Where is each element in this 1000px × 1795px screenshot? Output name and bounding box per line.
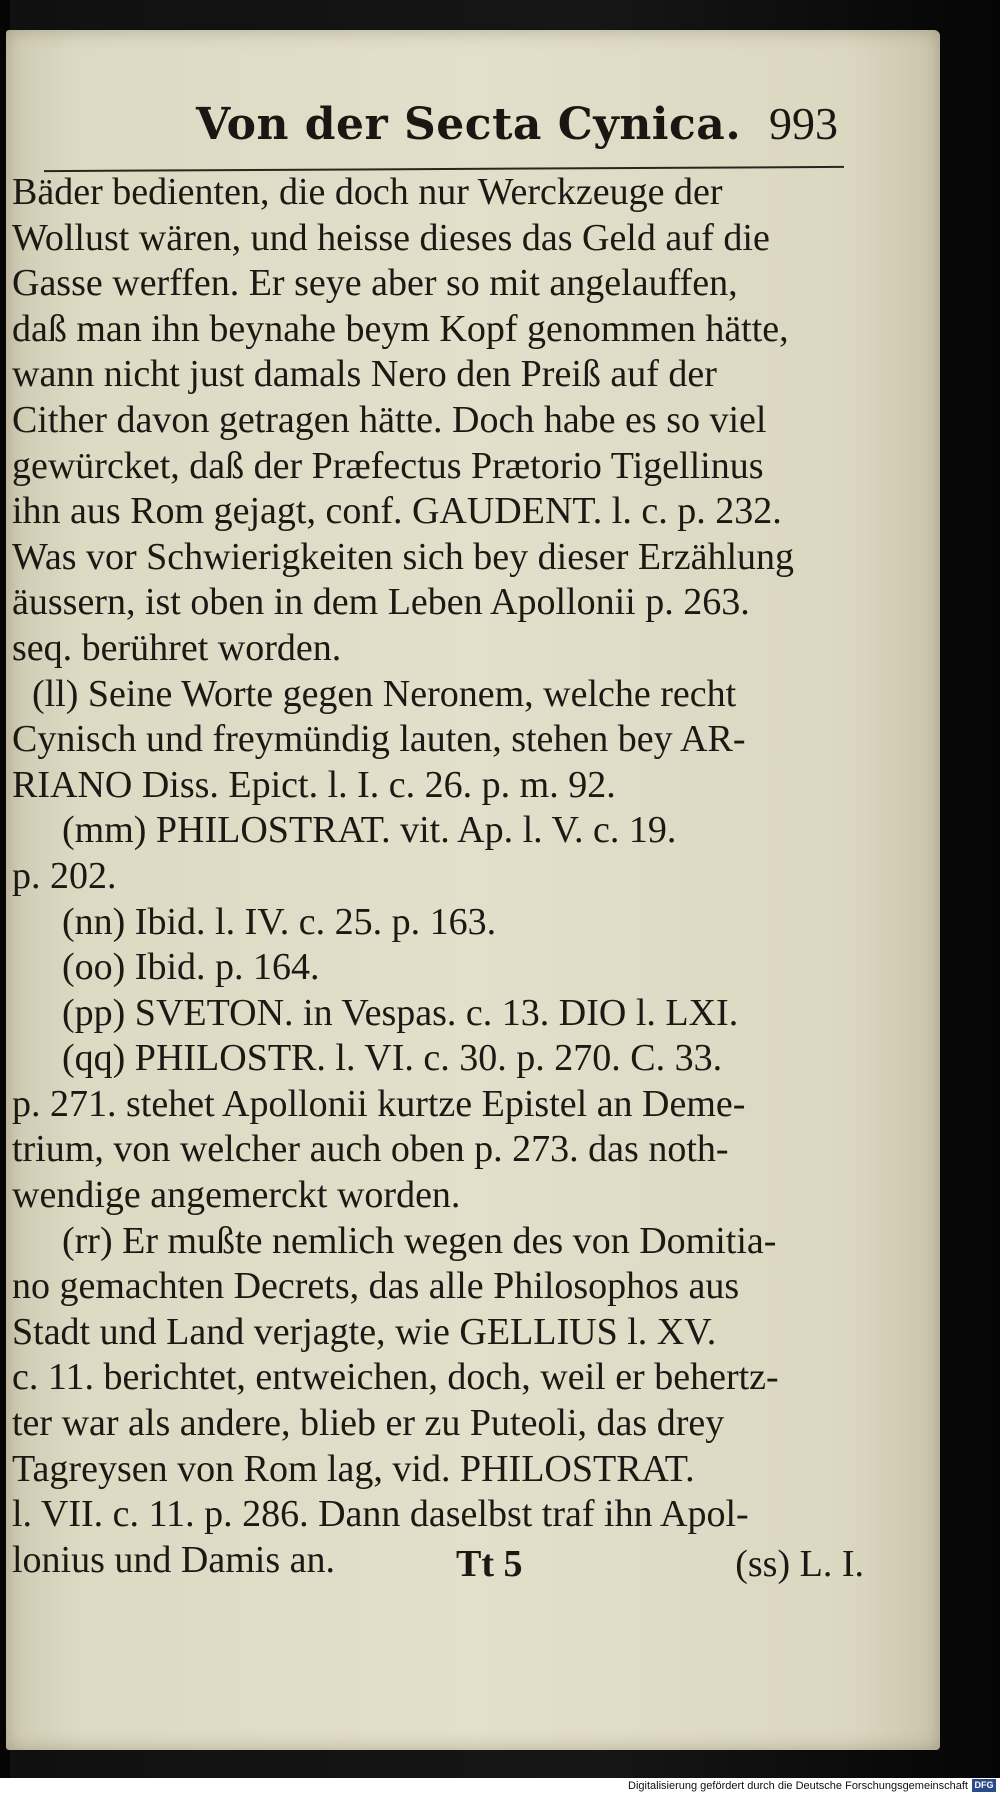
running-title: Von der Secta Cynica. <box>196 99 742 150</box>
text-line: Cynisch und freymündig lauten, stehen bey AR- <box>12 718 746 761</box>
text-line: Was vor Schwierigkeiten sich bey dieser Erzählung <box>12 535 795 578</box>
text-line: Cither davon getragen hätte. Doch habe es so viel <box>12 398 767 441</box>
page-body-text <box>12 170 862 1583</box>
footnote-rr: (rr) Er mußte nemlich wegen des von Domitia- <box>62 1219 777 1262</box>
text-line: lonius und Damis an. <box>12 1538 335 1581</box>
text-line: äussern, ist oben in dem Leben Apollonii p. 263. <box>12 581 750 624</box>
footnote-pp: (pp) SVETON. in Vespas. c. 13. DIO l. LXI. <box>62 991 739 1034</box>
text-line: wann nicht just damals Nero den Preiß auf der <box>12 353 717 396</box>
text-line: wendige angemerckt worden. <box>12 1174 461 1217</box>
footnote-ll: (ll) Seine Worte gegen Neronem, welche recht <box>32 672 737 715</box>
dfg-logo-icon: DFG <box>972 1779 996 1792</box>
text-line: RIANO Diss. Epict. l. I. c. 26. p. m. 92. <box>12 763 616 806</box>
text-line: trium, von welcher auch oben p. 273. das noth- <box>12 1128 729 1171</box>
book-page <box>6 30 940 1750</box>
text-line: ter war als andere, blieb er zu Puteoli, das drey <box>12 1402 725 1445</box>
page-footer <box>456 1542 886 1602</box>
text-line: Gasse werffen. Er seye aber so mit angelauffen, <box>12 262 738 305</box>
text-line: Tagreysen von Rom lag, vid. PHILOSTRAT. <box>12 1447 695 1490</box>
footnote-mm: (mm) PHILOSTRAT. vit. Ap. l. V. c. 19. <box>62 809 677 852</box>
text-line: gewürcket, daß der Præfectus Prætorio Tigellinus <box>12 444 764 487</box>
text-line: p. 202. <box>12 854 117 897</box>
footnote-nn: (nn) Ibid. l. IV. c. 25. p. 163. <box>62 900 497 943</box>
text-line: Wollust wären, und heisse dieses das Geld auf die <box>12 216 770 259</box>
text-line: seq. berühret worden. <box>12 626 342 669</box>
text-line: daß man ihn beynahe beym Kopf genommen hätte, <box>12 307 789 350</box>
text-line: c. 11. berichtet, entweichen, doch, weil er behertz- <box>12 1356 779 1399</box>
page-number: 993 <box>769 98 838 149</box>
footnote-qq: (qq) PHILOSTR. l. VI. c. 30. p. 270. C. 33. <box>62 1037 723 1080</box>
text-line: l. VII. c. 11. p. 286. Dann daselbst traf ihn Apol- <box>12 1493 749 1536</box>
text-line: ihn aus Rom gejagt, conf. GAUDENT. l. c. p. 232. <box>12 490 782 533</box>
text-line: p. 271. stehet Apollonii kurtze Epistel an Deme- <box>12 1082 746 1125</box>
text-line: Stadt und Land verjagte, wie GELLIUS l. XV. <box>12 1310 717 1353</box>
footnote-oo: (oo) Ibid. p. 164. <box>62 946 320 989</box>
page-header <box>196 75 856 165</box>
text-line: no gemachten Decrets, das alle Philosophos aus <box>12 1265 740 1308</box>
text-line: Bäder bedienten, die doch nur Werckzeuge der <box>12 171 723 213</box>
catchword: (ss) L. I. <box>735 1543 864 1585</box>
digitization-credit: Digitalisierung gefördert durch die Deutsche Forschungsgemeinschaft <box>628 1780 968 1792</box>
signature-mark: Tt 5 <box>456 1543 523 1585</box>
